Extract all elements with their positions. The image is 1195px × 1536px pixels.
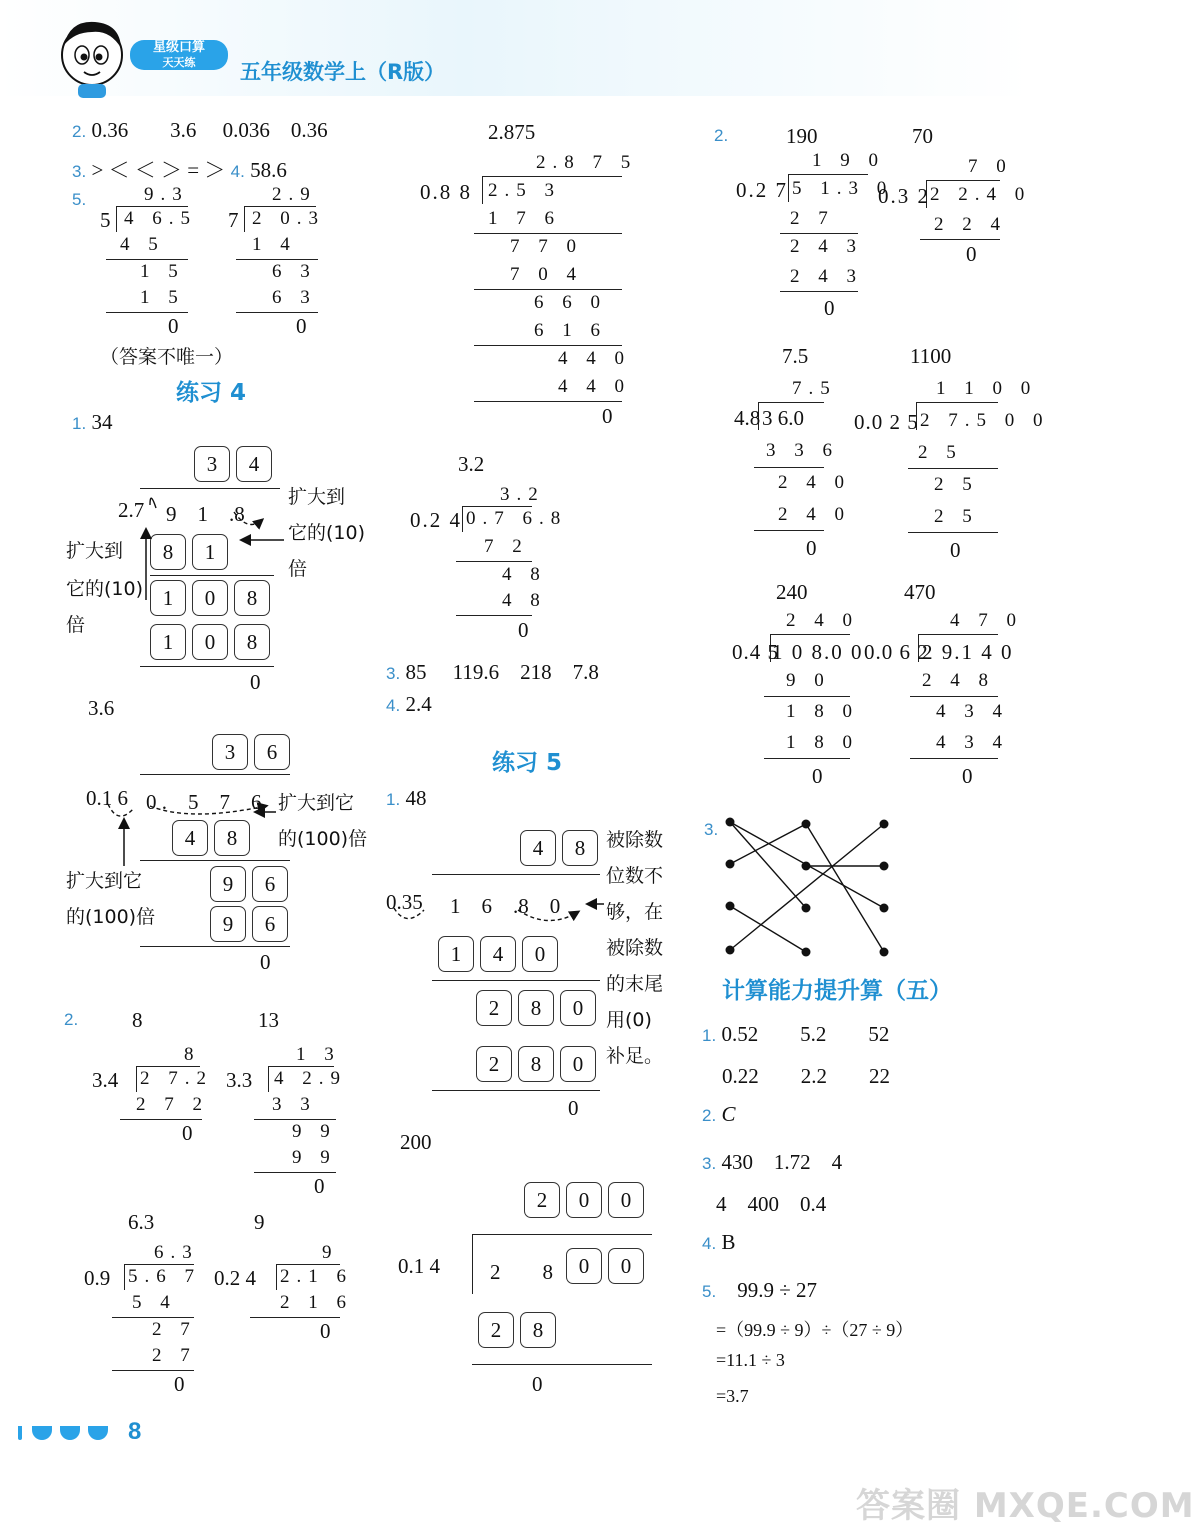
d1-sub2: 1 5 — [140, 287, 185, 308]
c3d3-quotient: 7.5 — [792, 378, 837, 399]
section-title-calc: 计算能力提升算（五） — [722, 978, 952, 1004]
box-digit: 8 — [150, 534, 186, 570]
c1-q2b-d: 9 — [254, 1210, 265, 1234]
d2-sub1: 1 4 — [252, 234, 297, 255]
c1-q2: 2. 0.36 3.6 0.036 0.36 — [72, 118, 328, 142]
c3d1-dividend: 5 1.3 0 — [792, 178, 894, 199]
box-digit: 0 — [608, 1182, 644, 1218]
d5-sub2: 2 7 — [152, 1345, 197, 1366]
box-digit: 1 — [438, 936, 474, 972]
p4b-dividend: 0 . 5 7 6 — [146, 790, 262, 814]
c3d1-rem1: 2 4 3 — [790, 236, 863, 257]
watermark: 答案圈 MXQE.COM — [856, 1486, 1195, 1526]
p5a-dividend: 1 6 .8 0 — [450, 894, 561, 918]
calc-q5-line2: =（99.9 ÷ 9）÷（27 ÷ 9） — [716, 1320, 914, 1340]
calc-q2: 2. C — [702, 1102, 736, 1126]
d5-rem1: 2 7 — [152, 1319, 197, 1340]
c3d2-sub1: 2 2 4 — [934, 214, 1007, 235]
p4a-dividend: 9 1 .8 — [166, 502, 245, 526]
section-title-5: 练习 5 — [492, 750, 563, 776]
c3-a2: 70 — [912, 124, 933, 148]
c2d1-result: 0 — [602, 404, 613, 428]
d2-sub2: 6 3 — [272, 287, 317, 308]
calc-q3a: 3. 430 1.72 4 — [702, 1150, 843, 1174]
box-digit: 8 — [518, 990, 554, 1026]
p4a-result: 0 — [250, 670, 261, 694]
d5-quotient: 6.3 — [154, 1242, 199, 1263]
c3d4-sub2: 2 5 — [934, 506, 979, 527]
c1-q2-answer: 0.36 3.6 0.036 0.36 — [91, 118, 328, 142]
c3d5-result: 0 — [812, 764, 823, 788]
calc-q5-line3: =11.1 ÷ 3 — [716, 1350, 785, 1370]
c1-q2b-num: 2. — [64, 1010, 79, 1029]
p5-q1: 1. 48 — [386, 786, 427, 810]
c3-q3-num: 3. — [704, 820, 719, 839]
c1-q4-answer: 58.6 — [250, 158, 287, 182]
p5a-note-line: 位数不 — [606, 865, 664, 887]
brand-line1: 星级口算 — [152, 40, 205, 55]
c3d5-sub1: 9 0 — [786, 670, 831, 691]
c3d6-quotient: 4 7 0 — [950, 610, 1023, 631]
c2-a1: 2.875 — [488, 120, 536, 144]
c2d1-sub4: 4 4 0 — [558, 376, 631, 397]
d1-divisor: 5 — [100, 208, 111, 232]
c1-q2b-c: 6.3 — [128, 1210, 155, 1234]
box-digit: 4 — [172, 820, 208, 856]
p5a-divisor: 0.35 — [386, 890, 423, 914]
c2d2-dividend: 0.7 6.8 — [466, 508, 568, 529]
box-digit: 9 — [210, 866, 246, 902]
c3d3-rem1: 2 4 0 — [778, 472, 851, 493]
page-number: 8 — [128, 1418, 142, 1445]
p4a-label-right-1: 扩大到 — [288, 486, 346, 508]
calc-q4: 4. B — [702, 1230, 736, 1254]
p4a-label-right-2: 它的(10) — [288, 522, 366, 544]
box-digit: 6 — [252, 906, 288, 942]
c3d2-result: 0 — [966, 242, 977, 266]
d2-dividend: 2 0.3 — [252, 208, 325, 229]
c3d4-quotient: 1 1 0 0 — [936, 378, 1038, 399]
c2-q3: 3. 85 119.6 218 7.8 — [386, 660, 599, 684]
d5-sub1: 5 4 — [132, 1292, 177, 1313]
matching-lines — [730, 822, 884, 952]
c1-q3-answer: > ＜ ＜ ＞ = ＞ — [91, 158, 226, 182]
p5b-dividend: 2 8 — [490, 1260, 553, 1284]
c2-a2: 3.2 — [458, 452, 485, 476]
box-digit: 1 — [150, 624, 186, 660]
calc-q4-answer: B — [721, 1230, 736, 1254]
c3d4-divisor: 0.0 2 5 — [854, 410, 919, 434]
p4b-divisor: 0.1 6 — [86, 786, 128, 810]
c3d6-sub2: 4 3 4 — [936, 732, 1009, 753]
c1-q2b-b: 13 — [258, 1008, 279, 1032]
c2d1-dividend: 2.5 3 — [488, 180, 561, 201]
d1-result: 0 — [168, 314, 179, 338]
box-digit: 0 — [566, 1248, 602, 1284]
p5a-note-line: 补足。 — [606, 1045, 664, 1067]
calc-q1b-answer: 0.22 2.2 22 — [722, 1064, 890, 1088]
box-digit: 8 — [518, 1046, 554, 1082]
p4b-label-left-1: 扩大到它 — [66, 870, 143, 892]
d6-divisor: 0.2 4 — [214, 1266, 256, 1290]
c2d2-sub1: 7 2 — [484, 536, 529, 557]
p5a-note-line: 用(0) — [606, 1009, 652, 1031]
c2d1-sub3: 6 1 6 — [534, 320, 607, 341]
d6-dividend: 2.1 6 — [280, 1266, 353, 1287]
c3-a4: 1100 — [910, 344, 952, 368]
p4b-label-right-2: 的(100)倍 — [278, 828, 368, 850]
d4-dividend: 4 2.9 — [274, 1068, 347, 1089]
d5-divisor: 0.9 — [84, 1266, 111, 1290]
box-digit: 2 — [476, 990, 512, 1026]
box-digit: 0 — [192, 624, 228, 660]
box-digit: 1 — [192, 534, 228, 570]
box-digit: 2 — [476, 1046, 512, 1082]
box-digit: 6 — [252, 866, 288, 902]
c3d2-dividend: 2 2.4 0 — [930, 184, 1032, 205]
p5a-divisor-curve — [394, 908, 424, 919]
c3d3-sub2: 2 4 0 — [778, 504, 851, 525]
p4a-divisor: 2.7 — [118, 498, 145, 522]
c2d2-divisor: 0.2 4 — [410, 508, 462, 532]
c3d6-sub1: 2 4 8 — [922, 670, 995, 691]
d4-sub1: 3 3 — [272, 1094, 317, 1115]
box-digit: 6 — [254, 734, 290, 770]
p4a-label-right-3: 倍 — [288, 558, 308, 580]
c3d3-divisor: 4.8 — [734, 406, 761, 430]
p4b-dashed-arrow — [150, 806, 266, 814]
d6-result: 0 — [320, 1319, 331, 1343]
box-digit: 2 — [524, 1182, 560, 1218]
d4-divisor: 3.3 — [226, 1068, 253, 1092]
c3d4-sub1: 2 5 — [918, 442, 963, 463]
c1-note: （答案不唯一） — [100, 346, 234, 368]
c2d1-rem1: 7 7 0 — [510, 236, 583, 257]
c2-q4: 4. 2.4 — [386, 692, 432, 716]
calc-q3b-answer: 4 400 0.4 — [716, 1192, 827, 1216]
c3d4-result: 0 — [950, 538, 961, 562]
calc-q5-line1: 99.9 ÷ 27 — [737, 1278, 817, 1302]
c3-a6: 470 — [904, 580, 936, 604]
p4b-label-left-2: 的(100)倍 — [66, 906, 156, 928]
box-digit: 8 — [234, 580, 270, 616]
d4-result: 0 — [314, 1174, 325, 1198]
p5b-divisor: 0.1 4 — [398, 1254, 440, 1278]
c3d1-sub2: 2 4 3 — [790, 266, 863, 287]
c2-q4-answer: 2.4 — [405, 692, 432, 716]
c1-q3: 3. > ＜ ＜ ＞ = ＞ 4. 58.6 — [72, 158, 287, 182]
p5-q1b-answer: 200 — [400, 1130, 432, 1154]
c3-q2-num: 2. — [714, 126, 729, 145]
c3-a1: 190 — [786, 124, 818, 148]
p4a-dashed-arrow — [234, 512, 262, 525]
p4b-label-right-1: 扩大到它 — [278, 792, 355, 814]
box-digit: 1 — [150, 580, 186, 616]
c2d1-sub1: 1 7 6 — [488, 208, 561, 229]
c3d4-rem1: 2 5 — [934, 474, 979, 495]
c3d5-quotient: 2 4 0 — [786, 610, 859, 631]
d1-dividend: 4 6.5 — [124, 208, 197, 229]
box-digit: 0 — [560, 990, 596, 1026]
box-digit: 8 — [562, 830, 598, 866]
p5a-note-line: 的末尾 — [606, 973, 664, 995]
c2d1-sub2: 7 0 4 — [510, 264, 583, 285]
c3d4-dividend: 2 7.5 0 0 — [920, 410, 1050, 431]
c2d2-quotient: 3.2 — [500, 484, 545, 505]
box-digit: 0 — [192, 580, 228, 616]
d3-dividend: 2 7.2 — [140, 1068, 213, 1089]
p5a-dashed-arrow — [518, 910, 578, 921]
c2d2-result: 0 — [518, 618, 529, 642]
p4a-label-left-3: 倍 — [66, 614, 86, 636]
d4-quotient: 1 3 — [296, 1044, 341, 1065]
box-digit: 0 — [522, 936, 558, 972]
c3d2-quotient: 7 0 — [968, 156, 1013, 177]
calc-q1a-answer: 0.52 5.2 52 — [721, 1022, 890, 1046]
p5a-note-line: 够，在 — [606, 901, 664, 923]
c3d2-divisor: 0.3 2 — [878, 184, 930, 208]
box-digit: 3 — [194, 446, 230, 482]
p4a-label-left-2: 它的(10) — [66, 578, 144, 600]
d6-quotient: 9 — [322, 1242, 339, 1263]
c3d1-sub1: 2 7 — [790, 208, 835, 229]
p5a-note-line: 被除数 — [606, 829, 664, 851]
d1-sub1: 4 5 — [120, 234, 165, 255]
c2d1-divisor: 0.8 8 — [420, 180, 472, 204]
box-digit: 8 — [520, 1312, 556, 1348]
c3d1-result: 0 — [824, 296, 835, 320]
c2d1-rem3: 4 4 0 — [558, 348, 631, 369]
p4-q1-answer: 34 — [91, 410, 113, 434]
c3-a5: 240 — [776, 580, 808, 604]
section-title-4: 练习 4 — [176, 380, 247, 406]
box-digit: 9 — [210, 906, 246, 942]
calc-q1a: 1. 0.52 5.2 52 — [702, 1022, 890, 1046]
c1-q5-num: 5. — [72, 190, 87, 209]
c3d5-rem1: 1 8 0 — [786, 701, 859, 722]
c3d6-result: 0 — [962, 764, 973, 788]
d3-quotient: 8 — [184, 1044, 201, 1065]
box-digit: 0 — [566, 1182, 602, 1218]
c3d6-dividend: 2 9.1 4 0 — [922, 640, 1014, 664]
c3-a3: 7.5 — [782, 344, 809, 368]
c3d3-sub1: 3 3 6 — [766, 440, 839, 461]
d2-rem1: 6 3 — [272, 261, 317, 282]
d6-sub1: 2 1 6 — [280, 1292, 353, 1313]
brand-line2: 天天练 — [162, 56, 196, 69]
p5-q1-answer: 48 — [405, 786, 427, 810]
c3d3-result: 0 — [806, 536, 817, 560]
box-digit: 4 — [480, 936, 516, 972]
d1-quotient: 9.3 — [144, 184, 189, 205]
box-digit: 0 — [608, 1248, 644, 1284]
d2-result: 0 — [296, 314, 307, 338]
c3d5-divisor: 0.4 5 — [732, 640, 779, 664]
box-digit: 8 — [214, 820, 250, 856]
c3d1-divisor: 0.2 7 — [736, 178, 788, 202]
box-digit: 4 — [520, 830, 556, 866]
p4-q1b-answer: 3.6 — [88, 696, 115, 720]
d4-sub2: 9 9 — [292, 1147, 337, 1168]
p5a-note-line: 被除数 — [606, 937, 664, 959]
d4-rem1: 9 9 — [292, 1121, 337, 1142]
box-digit: 0 — [560, 1046, 596, 1082]
p4a-label-left-1: 扩大到 — [66, 540, 124, 562]
p5b-result: 0 — [532, 1372, 543, 1396]
box-digit: 8 — [234, 624, 270, 660]
c2d1-quotient: 2.8 7 5 — [536, 152, 638, 173]
d5-dividend: 5.6 7 — [128, 1266, 201, 1287]
d2-divisor: 7 — [228, 208, 239, 232]
c3d6-divisor: 0.0 6 2 — [864, 640, 929, 664]
c3d6-rem1: 4 3 4 — [936, 701, 1009, 722]
c2d2-rem1: 4 8 — [502, 564, 547, 585]
p4b-divisor-curve — [108, 804, 134, 816]
calc-q2-answer: C — [721, 1102, 736, 1126]
p4a-left-curve — [150, 498, 156, 508]
calc-q3a-answer: 430 1.72 4 — [721, 1150, 843, 1174]
p4-q1: 1. 34 — [72, 410, 113, 434]
c2-q3-answer: 85 119.6 218 7.8 — [405, 660, 599, 684]
p4b-result: 0 — [260, 950, 271, 974]
c3d1-quotient: 1 9 0 — [812, 150, 885, 171]
box-digit: 3 — [212, 734, 248, 770]
box-digit: 2 — [478, 1312, 514, 1348]
d3-sub1: 2 7 2 — [136, 1094, 209, 1115]
box-digit: 4 — [236, 446, 272, 482]
c3d5-sub2: 1 8 0 — [786, 732, 859, 753]
d2-quotient: 2.9 — [272, 184, 317, 205]
d3-result: 0 — [182, 1121, 193, 1145]
calc-q5-line4: =3.7 — [716, 1386, 749, 1406]
c1-q2b-a: 8 — [132, 1008, 143, 1032]
d5-result: 0 — [174, 1372, 185, 1396]
page-title: 五年级数学上（R版） — [240, 60, 446, 84]
p5a-result: 0 — [568, 1096, 579, 1120]
calc-q5: 5. 99.9 ÷ 27 — [702, 1278, 817, 1302]
c3d5-dividend: 1 0 8.0 0 — [772, 640, 864, 664]
d1-rem1: 1 5 — [140, 261, 185, 282]
c2d2-sub2: 4 8 — [502, 590, 547, 611]
c3d3-dividend: 3 6.0 — [762, 406, 804, 430]
c2d1-rem2: 6 6 0 — [534, 292, 607, 313]
d3-divisor: 3.4 — [92, 1068, 119, 1092]
